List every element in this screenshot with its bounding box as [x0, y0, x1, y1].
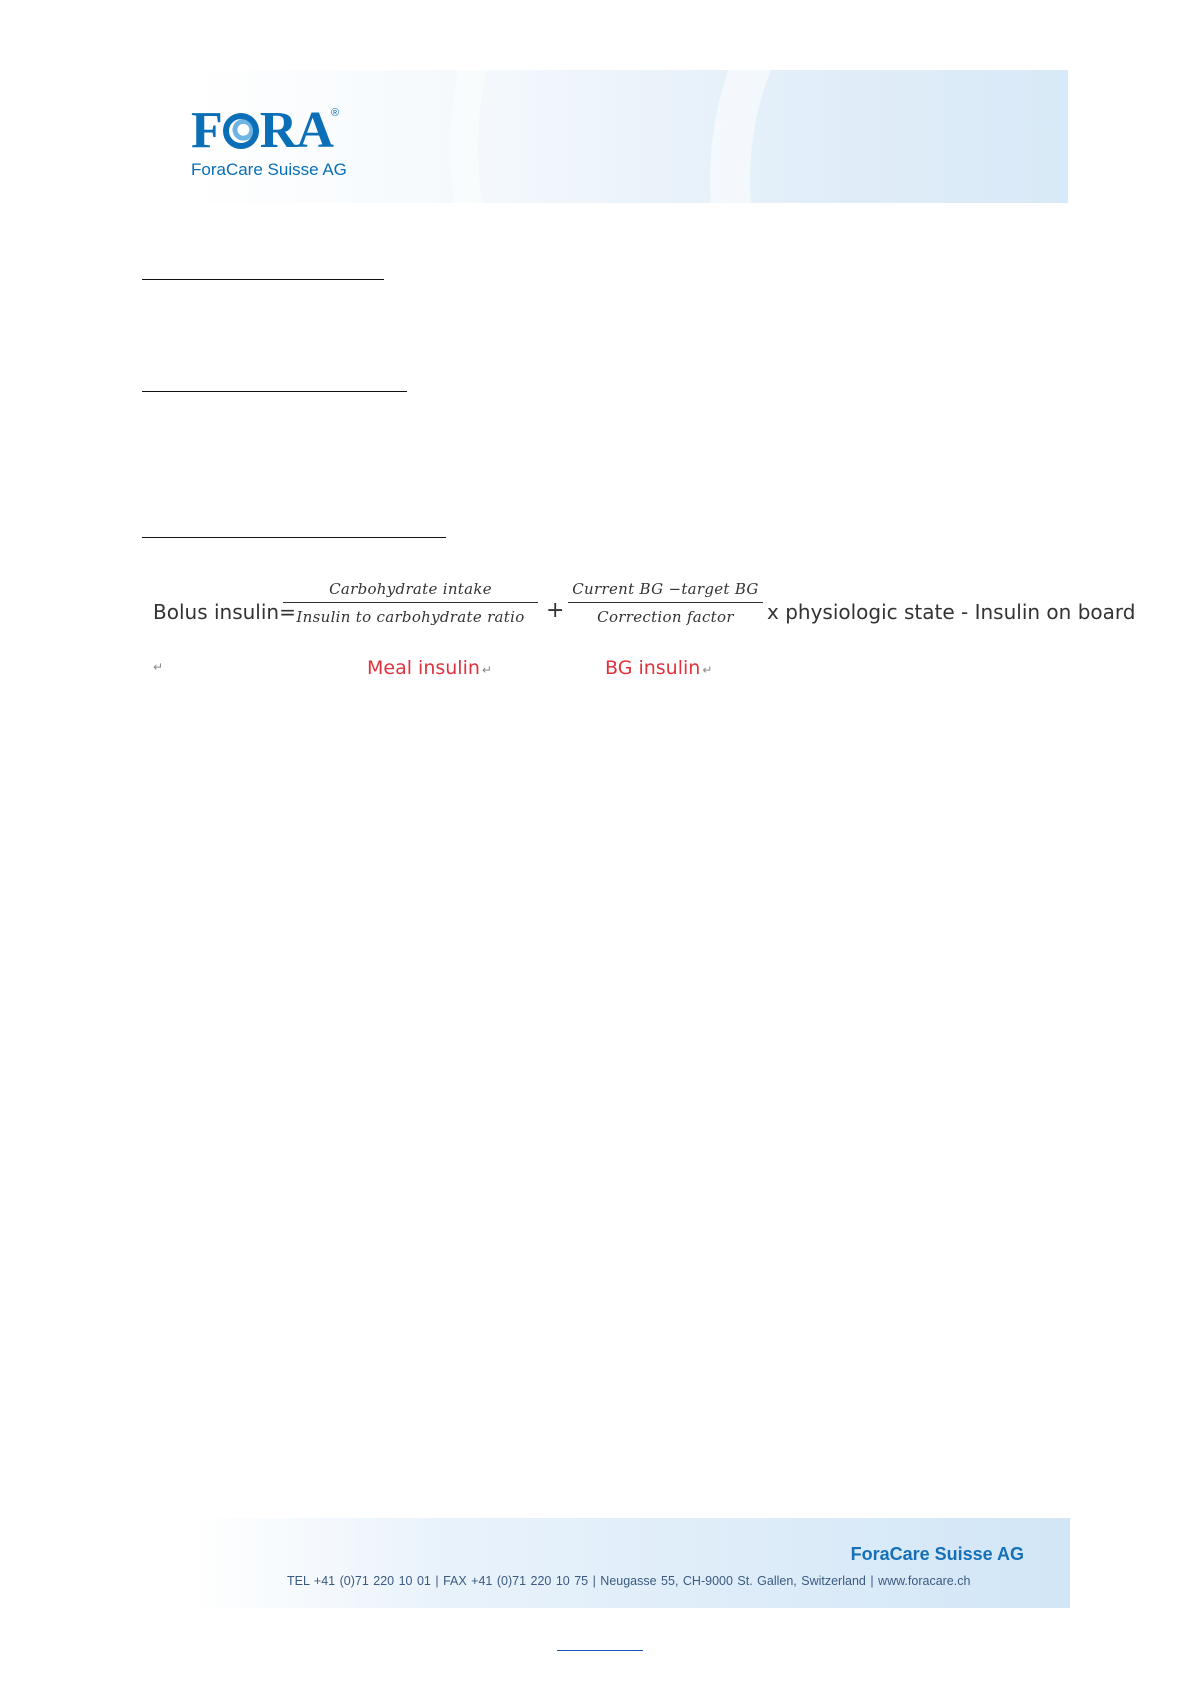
bolus-insulin-formula	[153, 580, 1136, 690]
banner-swirl-decoration	[450, 70, 1068, 203]
registered-mark: ®	[331, 107, 340, 119]
logo-subtitle: ForaCare Suisse AG	[191, 160, 347, 179]
fraction-bar	[568, 602, 763, 603]
return-mark-icon: ↵	[481, 663, 492, 677]
meal-insulin-fraction	[283, 580, 538, 626]
fora-logo	[191, 102, 371, 185]
plus-sign: +	[546, 598, 565, 623]
meal-insulin-label: Meal insulin ↵	[367, 657, 492, 679]
logo-o-ring-icon	[223, 113, 259, 149]
redacted-heading-underline-3	[142, 537, 446, 538]
redacted-heading-underline-1	[142, 279, 384, 280]
logo-wordmark: F RA	[191, 102, 333, 159]
fraction-denominator: Insulin to carbohydrate ratio	[296, 608, 525, 626]
fraction-denominator: Correction factor	[597, 608, 734, 626]
redacted-heading-underline-2	[142, 391, 407, 392]
page-link-underline[interactable]	[557, 1650, 643, 1651]
bg-insulin-fraction	[568, 580, 763, 626]
return-mark-icon: ↵	[702, 663, 713, 677]
formula-tail: x physiologic state - Insulin on board	[767, 600, 1136, 624]
formula-lhs: Bolus insulin=	[153, 600, 296, 624]
footer-contact-line: TEL +41 (0)71 220 10 01 | FAX +41 (0)71 220 10 75 | Neugasse 55, CH-9000 St. Gallen, Switzerland | www.foracare.ch	[287, 1574, 971, 1588]
bg-insulin-label: BG insulin ↵	[605, 657, 713, 679]
return-mark-icon: ↵	[153, 660, 164, 674]
fraction-numerator: Carbohydrate intake	[329, 580, 492, 598]
letterhead-footer	[190, 1518, 1070, 1608]
footer-company-name: ForaCare Suisse AG	[850, 1544, 1024, 1564]
fraction-bar	[283, 602, 538, 603]
fraction-numerator: Current BG −target BG	[572, 580, 759, 598]
